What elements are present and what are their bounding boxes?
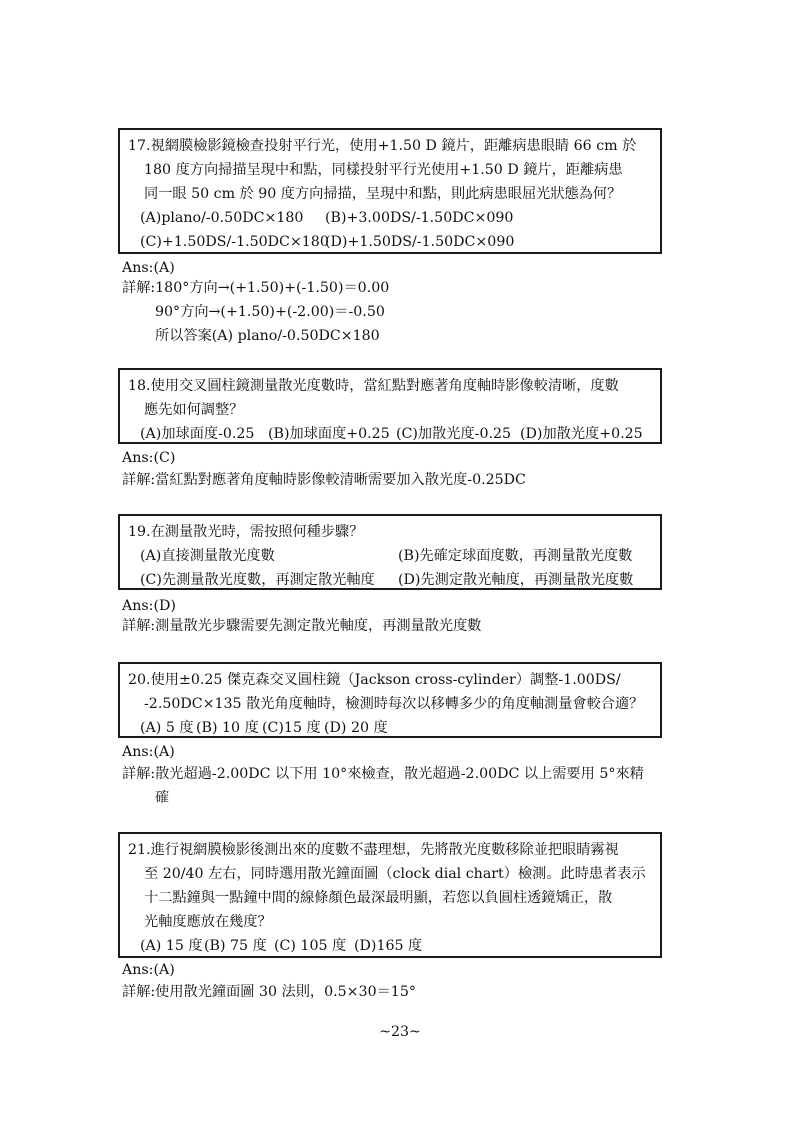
question-19-answer: Ans:(D) [122, 598, 176, 614]
question-20-box [118, 662, 662, 738]
question-17-options-row-1 [128, 206, 652, 230]
option-b: (B)+3.00DS/-1.50DC×090 [325, 210, 514, 226]
option-d: (D)加散光度+0.25 [520, 426, 643, 442]
option-d: (D)+1.50DS/-1.50DC×090 [325, 234, 515, 250]
option-a: (A)直接測量散光度數 [140, 548, 275, 564]
question-18-explanation-1: 詳解:當紅點對應著角度軸時影像較清晰需要加入散光度-0.25DC [122, 472, 526, 488]
question-21-line-4: 光軸度應放在幾度？ [144, 914, 272, 930]
option-d: (D)165 度 [354, 938, 423, 954]
option-c: (C)15 度 [262, 720, 321, 736]
question-17-explanation-1: 詳解:180°方向→(+1.50)+(-1.50)＝0.00 [122, 280, 390, 296]
question-18-line-1: 18.使用交叉圓柱鏡測量散光度數時，當紅點對應著角度軸時影像較清晰，度數 [128, 378, 619, 394]
question-18-line-2: 應先如何調整？ [144, 402, 244, 418]
question-17-explanation-2: 90°方向→(+1.50)+(-2.00)＝-0.50 [155, 304, 385, 320]
question-18-answer: Ans:(C) [122, 450, 176, 466]
question-20-answer: Ans:(A) [122, 744, 175, 760]
option-c: (C)+1.50DS/-1.50DC×180 [140, 234, 329, 250]
question-17-answer: Ans:(A) [122, 260, 175, 276]
option-c: (C)先測量散光度數，再測定散光軸度 [140, 572, 375, 588]
option-d: (D)先測定散光軸度，再測量散光度數 [398, 572, 634, 588]
question-19-box [118, 514, 662, 590]
option-b: (B) 75 度 [204, 938, 267, 954]
question-21-explanation-1: 詳解:使用散光鐘面圖 30 法則，0.5×30＝15° [122, 984, 416, 1000]
question-20-line-1: 20.使用±0.25 傑克森交叉圓柱鏡（Jackson cross-cylinder）調整-1.00DS/ [128, 672, 621, 688]
option-a: (A) 5 度 [140, 720, 194, 736]
question-21-line-1: 21.進行視網膜檢影後測出來的度數不盡理想，先將散光度數移除並把眼睛霧視 [128, 842, 619, 858]
question-19-options-row-1 [128, 544, 652, 568]
question-19-options-row-2 [128, 568, 652, 592]
question-20-explanation-1: 詳解:散光超過-2.00DC 以下用 10°來檢查，散光超過-2.00DC 以上需要用 5°來精 [122, 766, 644, 782]
question-20-explanation-2: 確 [155, 790, 170, 806]
question-17-explanation-3: 所以答案(A) plano/-0.50DC×180 [155, 328, 380, 344]
question-17-box [118, 128, 662, 254]
question-21-line-2: 至 20/40 左右，同時選用散光鐘面圖（clock dial chart）檢測。此時患者表示 [144, 866, 646, 882]
question-20-line-2: -2.50DC×135 散光角度軸時，檢測時每次以移轉多少的角度軸測量會較合適？ [144, 696, 644, 712]
question-19-explanation-1: 詳解:測量散光步驟需要先測定散光軸度，再測量散光度數 [122, 618, 482, 634]
question-18-options-row-1 [128, 422, 652, 446]
page-number: ~23~ [379, 1024, 421, 1040]
option-b: (B) 10 度 [196, 720, 259, 736]
question-17-line-3: 同一眼 50 cm 於 90 度方向掃描，呈現中和點，則此病患眼屈光狀態為何？ [144, 186, 622, 202]
option-b: (B)先確定球面度數，再測量散光度數 [398, 548, 633, 564]
question-21-answer: Ans:(A) [122, 962, 175, 978]
option-b: (B)加球面度+0.25 [268, 426, 390, 442]
option-c: (C)加散光度-0.25 [396, 426, 512, 442]
question-21-options-row-1 [128, 934, 652, 958]
question-18-box [118, 368, 662, 444]
question-17-options-row-2 [128, 230, 652, 254]
option-a: (A)加球面度-0.25 [140, 426, 255, 442]
question-21-line-3: 十二點鐘與一點鐘中間的線條顏色最深最明顯，若您以負圓柱透鏡矯正，散 [144, 890, 613, 906]
question-21-box [118, 832, 662, 958]
option-a: (A)plano/-0.50DC×180 [140, 210, 304, 226]
option-d: (D) 20 度 [324, 720, 388, 736]
question-17-line-1: 17.視網膜檢影鏡檢查投射平行光，使用+1.50 D 鏡片，距離病患眼睛 66 cm 於 [128, 138, 637, 154]
option-c: (C) 105 度 [274, 938, 347, 954]
question-19-line-1: 19.在測量散光時，需按照何種步驟？ [128, 524, 364, 540]
question-20-options-row-1 [128, 716, 652, 740]
option-a: (A) 15 度 [140, 938, 203, 954]
question-17-line-2: 180 度方向掃描呈現中和點，同樣投射平行光使用+1.50 D 鏡片，距離病患 [144, 162, 623, 178]
